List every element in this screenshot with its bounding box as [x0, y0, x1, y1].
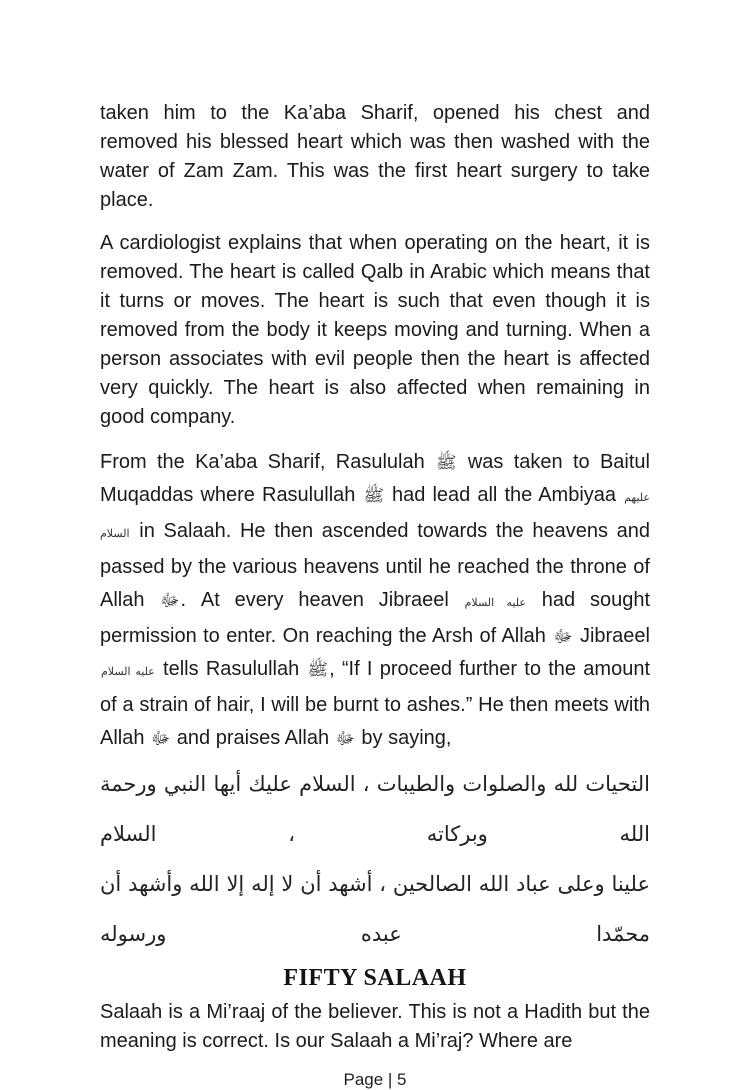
- paragraph-miraj-ascension: From the Ka’aba Sharif, Rasululah ﷺ was taken to Baitul Muqaddas where Rasulullah ﷺ had lead all the Ambiyaa عليهم السلام in Salaah. He then ascended towards the heavens and passed by the various heavens until he reached the throne of Allah ﷻ. At every heaven Jibraeel عليه السلام had sought permission to enter. On reaching the Arsh of Allah ﷻ Jibraeel عليه السلام tells Rasulullah ﷺ, “If I proceed further to the amount of a strain of hair, I will be burnt to ashes.” He then meets with Allah ﷻ and praises Allah ﷻ by saying,: [100, 451, 651, 749]
- honorific-jalla-jalaluhu-glyph: ﷻ: [151, 729, 171, 748]
- honorific-saw-glyph: ﷺ: [363, 486, 384, 505]
- paragraph-heart-surgery: taken him to the Ka’aba Sharif, opened his chest and removed his blessed heart which was then washed with the water of Zam Zam. This was the first heart surgery to take place.: [100, 102, 650, 211]
- honorific-jalla-jalaluhu-glyph: ﷻ: [553, 627, 573, 646]
- honorific-saw-glyph: ﷺ: [436, 453, 457, 472]
- arabic-dua-line-2: علينا وعلى عباد الله الصالحين ، أشهد أن لا إله إلا الله وأشهد أن محمّدا عبده ورسوله: [100, 872, 650, 946]
- page-number-footer: Page | 5: [343, 1070, 407, 1089]
- arabic-dua-attahiyyat: [100, 759, 650, 959]
- honorific-jalla-jalaluhu-glyph: ﷻ: [335, 729, 355, 748]
- honorific-alayhis-salam-glyph: عليه السلام: [464, 597, 526, 609]
- arabic-dua-line-1: التحيات لله والصلوات والطيبات ، السلام عليك أيها النبي ورحمة الله وبركاته ، السلام: [100, 772, 650, 846]
- paragraph-cardiologist: A cardiologist explains that when operating on the heart, it is removed. The heart is called Qalb in Arabic which means that it turns or moves. The heart is such that even though it is removed from the body it keeps moving and turning. When a person associates with evil people then the heart is affected very quickly. The heart is also affected when remaining in good company.: [100, 232, 650, 428]
- honorific-jalla-jalaluhu-glyph: ﷻ: [160, 591, 180, 610]
- honorific-saw-glyph: ﷺ: [307, 660, 329, 679]
- section-heading-fifty-salaah: FIFTY SALAAH: [283, 965, 467, 991]
- paragraph-salaah-miraaj: Salaah is a Mi’raaj of the believer. This is not a Hadith but the meaning is correct. Is our Salaah a Mi’raj? Where are: [100, 1001, 650, 1052]
- honorific-alayhis-salam-glyph: عليه السلام: [101, 666, 155, 678]
- honorific-alayhimus-salam-glyph: عليهم السلام: [100, 492, 650, 540]
